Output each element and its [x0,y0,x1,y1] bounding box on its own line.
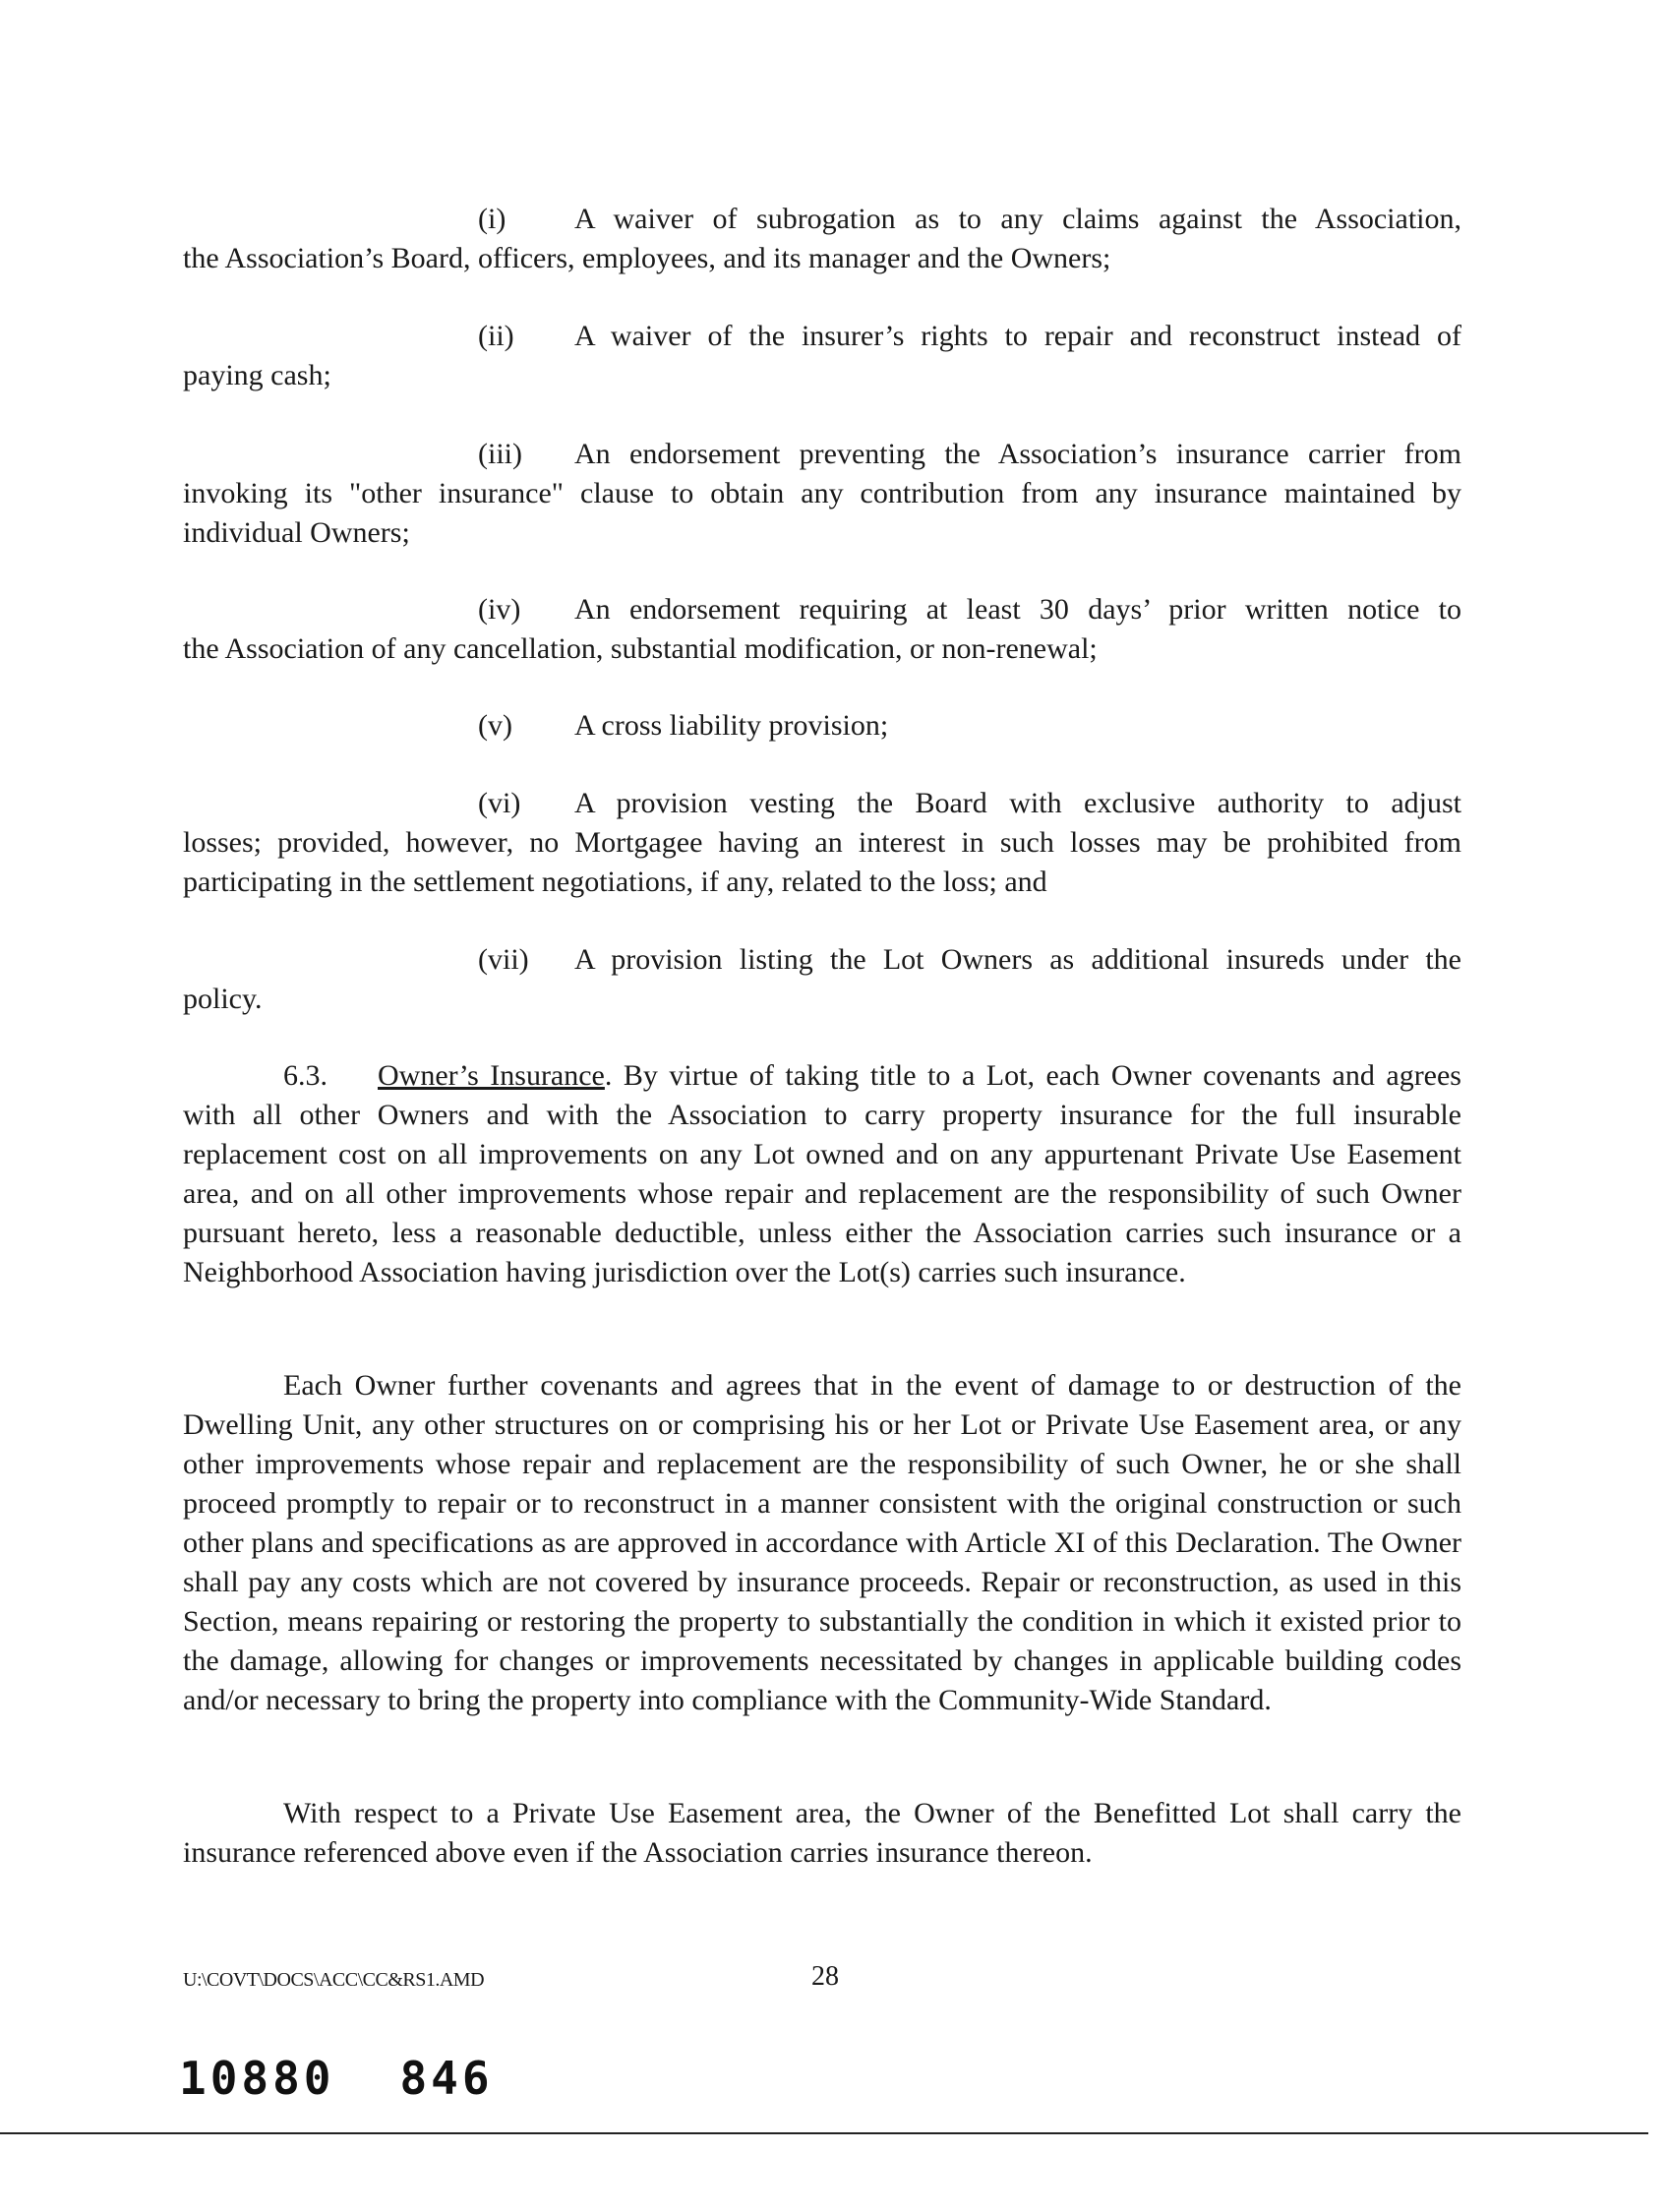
list-item [183,317,1461,395]
item-first-line: A provision listing the Lot Owners as additional insureds under the [574,943,1461,976]
section-6-3 [183,1056,1461,1292]
item-first-line: A waiver of subrogation as to any claims against the Association, [574,203,1461,235]
body-paragraph: With respect to a Private Use Easement area, the Owner of the Benefitted Lot shall carry the insurance referenced above even if the Association carries insurance thereon. [183,1797,1461,1869]
section-body: . By virtue of taking title to a Lot, each Owner covenants and agrees with all other Owners and with the Association to carry property insurance for the full insurable replacement cost on all improvements on any Lot owned and on any appurtenant Private Use Easement area, and on all other improvements whose repair and replacement are the responsibility of such Owner pursuant hereto, less a reasonable deductible, unless either the Association carries such insurance or a Neighborhood Association having jurisdiction over the Lot(s) carries such insurance. [183,1059,1461,1288]
item-number: (v) [478,709,512,742]
section-heading: Owner’s Insurance [378,1059,605,1092]
item-number: (ii) [478,320,514,352]
item-number: (vii) [478,943,529,976]
item-first-line: An endorsement requiring at least 30 days’ prior written notice to [574,593,1461,626]
item-number: (iii) [478,438,522,470]
page-number: 28 [811,1961,839,1992]
file-path: U:\COVT\DOCS\ACC\CC&RS1.AMD [183,1969,485,1991]
item-first-line: A waiver of the insurer’s rights to repair and reconstruct instead of [574,320,1461,352]
body-paragraph: Each Owner further covenants and agrees that in the event of damage to or destruction of the Dwelling Unit, any other structures on or comprising his or her Lot or Private Use Easement area, or any other improvements whose repair and replacement are the responsibility of such Owner, he or she shall proceed promptly to repair or to reconstruct in a manner consistent with the original construction or such other plans and specifications as are approved in accordance with Article XI of this Declaration. The Owner shall pay any costs which are not covered by insurance proceeds. Repair or reconstruction, as used in this Section, means repairing or restoring the property to substantially the condition in which it existed prior to the damage, allowing for changes or improvements necessitated by changes in applicable building codes and/or necessary to bring the property into compliance with the Community-Wide Standard. [183,1369,1461,1716]
item-continuation: the Association’s Board, officers, employees, and its manager and the Owners; [183,242,1111,274]
item-continuation: the Association of any cancellation, substantial modification, or non-renewal; [183,632,1098,665]
list-item [183,200,1461,278]
item-number: (vi) [478,787,521,819]
item-first-line: A provision vesting the Board with exclusive authority to adjust [574,787,1461,819]
item-number: (i) [478,203,506,235]
list-item [183,435,1461,553]
list-item [183,784,1461,902]
item-continuation: paying cash; [183,359,331,391]
item-continuation: losses; provided, however, no Mortgagee having an interest in such losses may be prohibited from participating in the settlement negotiations, if any, related to the loss; and [183,826,1461,898]
stamp-page-number: 846 [399,2052,494,2105]
recording-stamp [179,2051,494,2106]
item-first-line: A cross liability provision; [574,709,889,742]
book-number: 10880 [179,2052,335,2105]
item-first-line: An endorsement preventing the Association’s insurance carrier from [574,438,1461,470]
section-number: 6.3. [283,1059,328,1092]
list-item [183,940,1461,1019]
bottom-rule [0,2132,1648,2134]
item-number: (iv) [478,593,521,626]
list-item [183,590,1461,669]
list-item [183,706,1461,746]
item-continuation: invoking its "other insurance" clause to obtain any contribution from any insurance maintained by individual Owners; [183,477,1461,549]
item-continuation: policy. [183,983,263,1015]
